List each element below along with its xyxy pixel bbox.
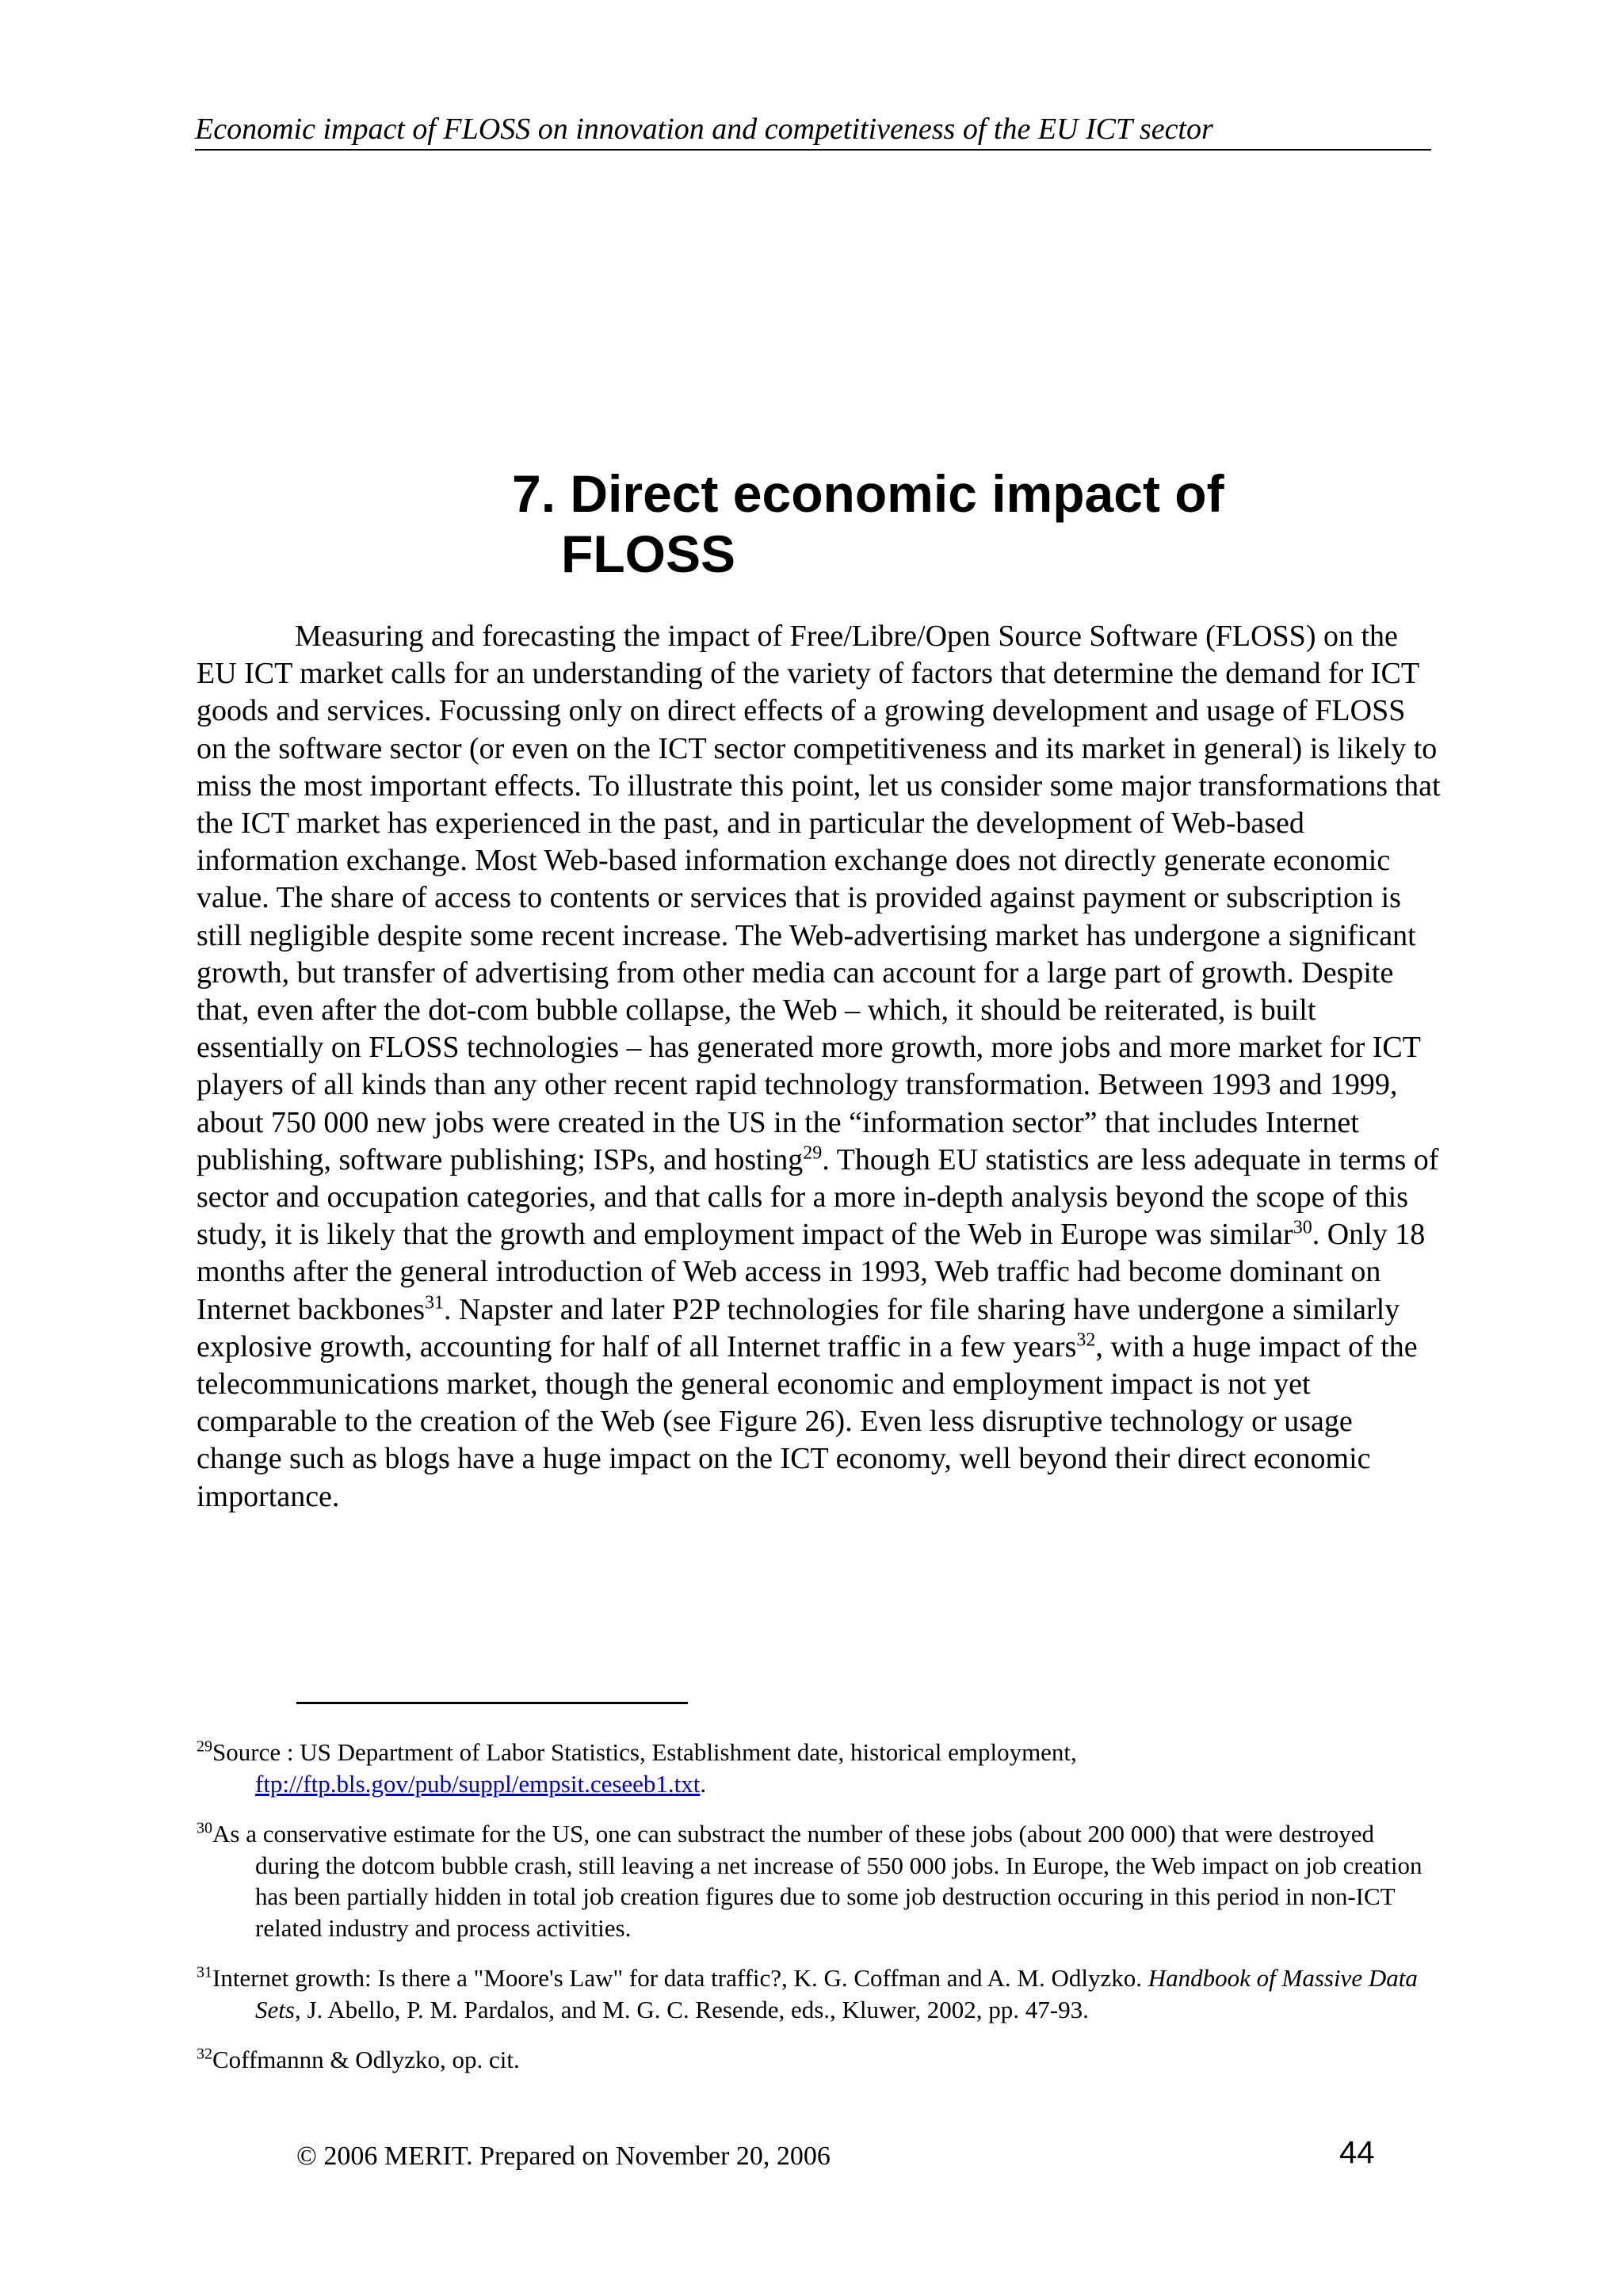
running-header-title: Economic impact of FLOSS on innovation and competitiveness of the EU ICT sector xyxy=(195,113,1213,146)
chapter-title-line1: 7. Direct economic impact of xyxy=(512,464,1224,523)
footnote-text: Internet growth: Is there a "Moore's Law" for data traffic?, K. G. Coffman and A. M. Odlyzko. xyxy=(212,1964,1148,1992)
footnote-32 xyxy=(197,2044,1441,2076)
footnote-separator xyxy=(296,1702,688,1704)
footnote-text: Source : US Department of Labor Statistics, Establishment date, historical employment, xyxy=(212,1738,1077,1766)
footnote-ref-29[interactable]: 29 xyxy=(803,1142,823,1164)
page-number: 44 xyxy=(1339,2135,1375,2170)
footnote-number: 32 xyxy=(197,2045,212,2063)
footnotes-section xyxy=(197,1737,1441,2095)
footnote-text: Coffmannn & Odlyzko, op. cit. xyxy=(212,2046,520,2073)
footnote-text: As a conservative estimate for the US, one can substract the number of these jobs (about 200 000) that were destroyed during the dotcom bubble crash, still leaving a net increase of 550 000 jobs. In Europe, the Web impact on job creation has been partially hidden in total job creation figures due to some job destruction occuring in this period in non-ICT related industry and process activities. xyxy=(212,1820,1423,1942)
body-text-segment: . Napster and later P2P technologies for file sharing have undergone a similarly explosive growth, accounting for half of all Internet traffic in a few years xyxy=(197,1292,1400,1363)
footnote-31 xyxy=(197,1962,1441,2025)
body-text-segment: . Only 18 months after the general introduction of Web access in 1993, Web traffic had become dominant on Internet backbones xyxy=(197,1218,1426,1326)
footnote-29 xyxy=(197,1737,1441,1799)
body-text-segment: Measuring and forecasting the impact of Free/Libre/Open Source Software (FLOSS) on the EU ICT market calls for an understanding of the variety of factors that determine the demand for ICT goods and services. Focussing only on direct effects of a growing development and usage of FLOSS on the software sector (or even on the ICT sector competitiveness and its market in general) is likely to miss the most important effects. To illustrate this point, let us consider some major transformations that the ICT market has experienced in the past, and in particular the development of Web-based information exchange. Most Web-based information exchange does not directly generate economic value. The share of access to contents or services that is provided against payment or subscription is still negligible despite some recent increase. The Web-advertising market has undergone a significant growth, but transfer of advertising from other media can account for a large part of growth. Despite that, even after the dot-com bubble collapse, the Web – which, it should be reiterated, is built essentially on FLOSS technologies – has generated more growth, more jobs and more market for ICT players of all kinds than any other recent rapid technology transformation. Between 1993 and 1999, about 750 000 new jobs were created in the US in the “information sector” that includes Internet publishing, software publishing; ISPs, and hosting xyxy=(197,620,1441,1177)
footnote-ref-32[interactable]: 32 xyxy=(1076,1329,1096,1351)
body-paragraph xyxy=(197,618,1441,1516)
body-text-segment: . Though EU statistics are less adequate in terms of sector and occupation categories, and that calls for a more in-depth analysis beyond the scope of this study, it is likely that the growth and employment impact of the Web in Europe was similar xyxy=(197,1142,1439,1252)
footnote-ref-31[interactable]: 31 xyxy=(425,1292,445,1313)
footnote-link[interactable]: ftp://ftp.bls.gov/pub/suppl/empsit.ceseeb1.txt xyxy=(255,1769,701,1798)
chapter-title-line2: FLOSS xyxy=(561,524,736,583)
footnote-number: 31 xyxy=(197,1963,212,1981)
footnote-text-end: , J. Abello, P. M. Pardalos, and M. G. C. Resende, eds., Kluwer, 2002, pp. 47-93. xyxy=(294,1995,1089,2023)
footnote-number: 30 xyxy=(197,1819,212,1837)
footer-copyright: © 2006 MERIT. Prepared on November 20, 2006 xyxy=(296,2142,831,2171)
footnote-book-title: Handbook of Massive Data Sets xyxy=(255,1964,1418,2023)
footnote-text-end: . xyxy=(700,1769,707,1798)
running-header xyxy=(195,109,1431,151)
chapter-title xyxy=(512,464,1463,583)
footnote-number: 29 xyxy=(197,1737,212,1756)
footnote-30 xyxy=(197,1818,1441,1943)
body-text-segment: , with a huge impact of the telecommunications market, though the general economic and employment impact is not yet comparable to the creation of the Web (see Figure 26). Even less disruptive technology or usage change such as blogs have a huge impact on the ICT economy, well beyond their direct economic importance. xyxy=(197,1329,1418,1513)
footnote-ref-30[interactable]: 30 xyxy=(1293,1217,1312,1238)
